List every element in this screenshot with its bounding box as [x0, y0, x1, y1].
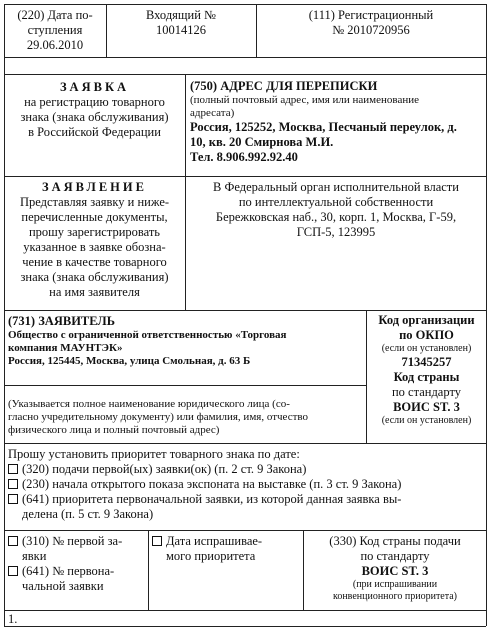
applicant-note-cell	[8, 398, 364, 437]
statement-title: ЗАЯВЛЕНИЕ	[42, 180, 147, 194]
address-heading: (750) АДРЕС ДЛЯ ПЕРЕПИСКИ	[190, 79, 378, 93]
first-application-label-cont: явки	[22, 549, 47, 563]
statement-line-5: чение в качестве товарного	[22, 255, 167, 269]
authority-line-2: по интеллектуальной собственности	[238, 195, 434, 209]
address-phone: Тел. 8.906.992.92.40	[190, 150, 298, 164]
address-line-1: Россия, 125252, Москва, Песчаный переулок, д.	[190, 120, 457, 134]
filing-date-label-cont: ступления	[27, 23, 83, 37]
priority-intro: Прошу установить приоритет товарного знака по дате:	[8, 447, 300, 461]
checkbox-icon[interactable]	[8, 464, 18, 474]
original-application-label-cont: чальной заявки	[22, 579, 104, 593]
checkbox-icon[interactable]	[8, 566, 18, 576]
registration-number-cell	[256, 8, 486, 38]
convention-country-label-2: по стандарту	[360, 549, 430, 563]
statement-line-1: Представляя заявку и ниже-	[19, 195, 170, 209]
okpo-label-2: по ОКПО	[399, 328, 454, 342]
address-note-1: (полный почтовый адрес, имя или наименование	[190, 94, 419, 106]
country-code-label-1: Код страны	[393, 370, 460, 384]
convention-country-note-1: (при испрашивании	[352, 579, 438, 590]
authority-line-1: В Федеральный орган исполнительной власти	[213, 180, 459, 194]
application-title-cell	[4, 80, 185, 140]
application-desc-1: на регистрацию товарного	[24, 95, 165, 109]
applicant-name-2: компания МАУНТЭК»	[8, 342, 123, 354]
authority-cell	[186, 180, 486, 240]
statement-cell	[4, 180, 185, 300]
registration-value: № 2010720956	[332, 23, 410, 37]
okpo-note: (если он установлен)	[381, 343, 472, 354]
authority-line-4: ГСП-5, 123995	[296, 225, 376, 239]
country-code-note: (если он установлен)	[381, 415, 472, 426]
filing-date-value: 29.06.2010	[26, 38, 84, 52]
statement-line-7: на имя заявителя	[49, 285, 140, 299]
country-code-label-3: ВОИС ST. 3	[393, 400, 460, 414]
applicant-cell	[8, 314, 364, 368]
application-numbers-cell	[8, 534, 146, 594]
incoming-value: 10014126	[156, 23, 206, 37]
codes-cell	[367, 313, 486, 427]
applicant-note-2: гласно учредительному документу) или фамилия, имя, отчество	[8, 411, 308, 423]
applicant-address: Россия, 125445, Москва, улица Смольная, д. 63 Б	[8, 355, 251, 367]
statement-line-4: указанное в заявке обозна-	[23, 240, 166, 254]
convention-country-cell	[304, 534, 486, 603]
original-application-label: (641) № первона-	[22, 564, 115, 578]
address-note-2: адресата)	[190, 107, 235, 119]
correspondence-address-cell	[190, 79, 484, 165]
priority-option-641-cont: делена (п. 5 ст. 9 Закона)	[22, 507, 154, 521]
priority-option-641-label: (641) приоритета первоначальной заявки, из которой данная заявка вы-	[22, 492, 402, 506]
incoming-label: Входящий №	[145, 8, 216, 22]
priority-option-320[interactable]	[8, 462, 484, 477]
address-line-2: 10, кв. 20 Смирнова М.И.	[190, 135, 334, 149]
applicant-name-1: Общество с ограниченной ответственностью «Торговая	[8, 329, 287, 341]
incoming-number-cell	[106, 8, 256, 38]
applicant-heading: (731) ЗАЯВИТЕЛЬ	[8, 314, 116, 328]
applicant-note-3: физического лица и полный почтовый адрес)	[8, 424, 220, 436]
authority-line-3: Бережковская наб., 30, корп. 1, Москва, Г-59,	[215, 210, 457, 224]
application-desc-3: в Российской Федерации	[28, 125, 161, 139]
priority-option-320-label: (320) подачи первой(ых) заявки(ок) (п. 2 ст. 9 Закона)	[22, 462, 307, 476]
footer-row-number: 1.	[8, 612, 18, 626]
priority-cell	[8, 447, 484, 522]
convention-country-label-1: (330) Код страны подачи	[329, 534, 461, 548]
checkbox-icon[interactable]	[8, 494, 18, 504]
priority-option-230-label: (230) начала открытого показа экспоната на выставке (п. 3 ст. 9 Закона)	[22, 477, 402, 491]
checkbox-icon[interactable]	[8, 536, 18, 546]
first-application-label: (310) № первой за-	[22, 534, 123, 548]
okpo-value: 71345257	[401, 355, 452, 369]
filing-date-label: (220) Дата по-	[17, 8, 93, 22]
checkbox-icon[interactable]	[8, 479, 18, 489]
applicant-note-1: (Указывается полное наименование юридического лица (со-	[8, 398, 290, 410]
priority-date-option[interactable]	[152, 534, 302, 549]
application-desc-2: знака (знака обслуживания)	[20, 110, 169, 124]
convention-country-label-3: ВОИС ST. 3	[361, 564, 429, 578]
registration-label: (111) Регистрационный	[308, 8, 434, 22]
statement-line-2: перечисленные документы,	[21, 210, 168, 224]
priority-option-230[interactable]	[8, 477, 484, 492]
priority-date-cell	[152, 534, 302, 564]
original-application-option[interactable]	[8, 564, 146, 579]
convention-country-note-2: конвенционного приоритета)	[332, 591, 458, 602]
country-code-label-2: по стандарту	[391, 385, 461, 399]
filing-date-cell	[4, 8, 106, 53]
okpo-label-1: Код организации	[378, 313, 475, 327]
first-application-option[interactable]	[8, 534, 146, 549]
priority-date-label-cont: мого приоритета	[166, 549, 256, 563]
statement-line-3: прошу зарегистрировать	[28, 225, 161, 239]
statement-line-6: знака (знака обслуживания)	[20, 270, 169, 284]
priority-date-label: Дата испрашивае-	[166, 534, 263, 548]
checkbox-icon[interactable]	[152, 536, 162, 546]
application-title: ЗАЯВКА	[59, 80, 130, 94]
priority-option-641[interactable]	[8, 492, 484, 507]
